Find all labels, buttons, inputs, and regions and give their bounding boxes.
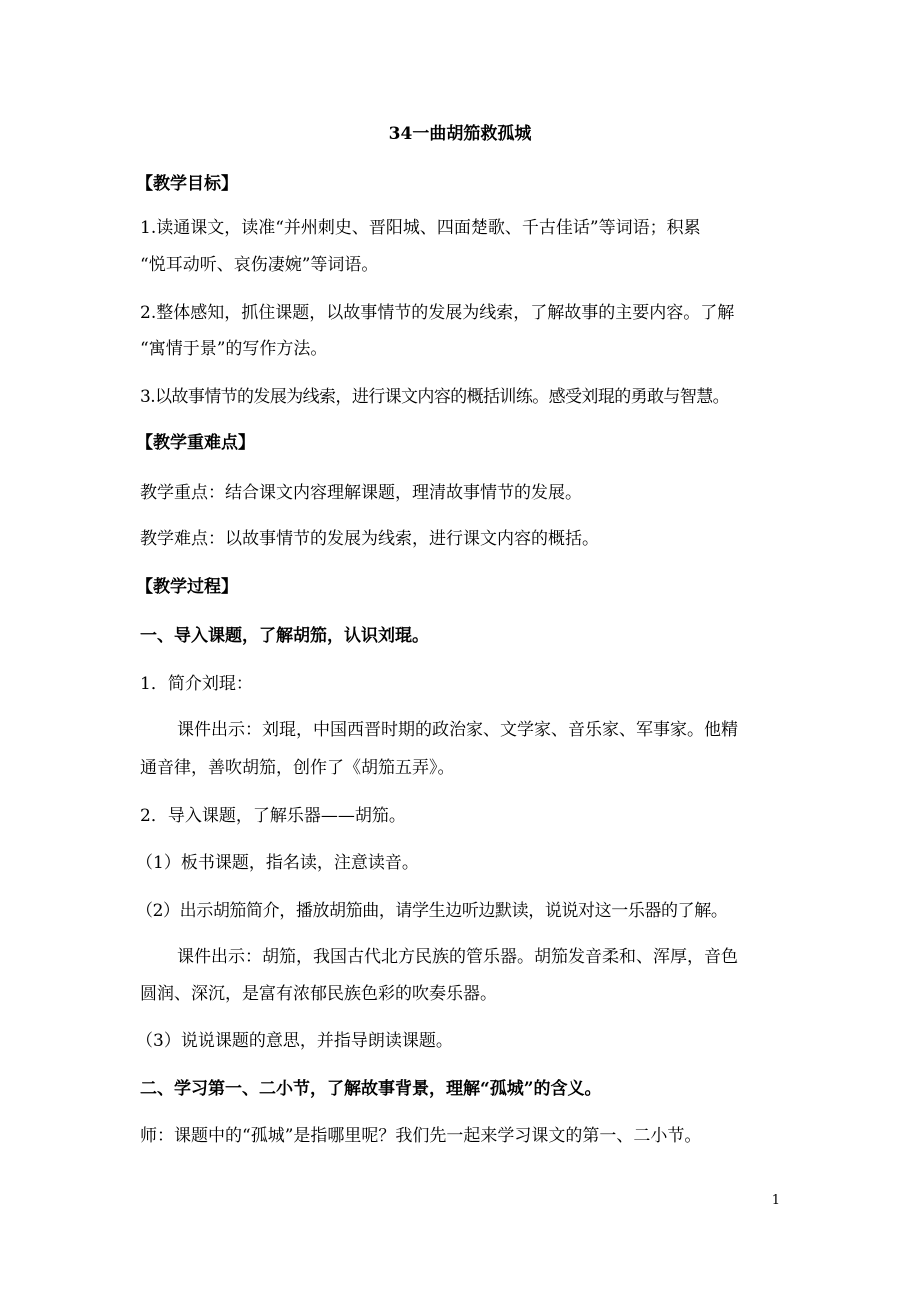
heading-key-difficult-points: 【教学重难点】 — [136, 433, 255, 453]
page-number: 1 — [771, 1193, 780, 1208]
courseware-2-line-1: 课件出示：胡笳，我国古代北方民族的管乐器。胡笳发音柔和、浑厚，音色 — [177, 947, 738, 967]
section-1-heading: 一、导入课题，了解胡笳，认识刘琨。 — [140, 626, 429, 646]
courseware-2-line-2: 圆润、深沉，是富有浓郁民族色彩的吹奏乐器。 — [140, 984, 497, 1004]
goal-3: 3.以故事情节的发展为线索，进行课文内容的概括训练。感受刘琨的勇敢与智慧。 — [140, 387, 730, 407]
goal-2-line-2: “寓情于景”的写作方法。 — [140, 339, 328, 359]
heading-teaching-goals: 【教学目标】 — [136, 174, 238, 194]
courseware-1-line-1: 课件出示：刘琨，中国西晋时期的政治家、文学家、音乐家、军事家。他精 — [177, 720, 738, 740]
step-2: 2．导入课题，了解乐器——胡笳。 — [140, 806, 406, 826]
goal-2-line-1: 2.整体感知，抓住课题，以故事情节的发展为线索，了解故事的主要内容。了解 — [140, 303, 735, 323]
teacher-question: 师：课题中的“孤城”是指哪里呢？我们先一起来学习课文的第一、二小节。 — [140, 1126, 702, 1146]
step-1: 1．简介刘琨： — [140, 674, 253, 694]
difficult-point: 教学难点：以故事情节的发展为线索，进行课文内容的概括。 — [140, 529, 599, 549]
goal-1-line-1: 1.读通课文，读准“并州刺史、晋阳城、四面楚歌、千古佳话”等词语；积累 — [140, 218, 701, 238]
sub-step-1: （1）板书课题，指名读，注意读音。 — [136, 853, 419, 873]
page-title: 34一曲胡笳救孤城 — [388, 124, 532, 144]
key-point: 教学重点：结合课文内容理解课题，理清故事情节的发展。 — [140, 483, 582, 503]
section-2-heading: 二、学习第一、二小节，了解故事背景，理解“孤城”的含义。 — [140, 1079, 602, 1099]
goal-1-line-2: “悦耳动听、哀伤凄婉”等词语。 — [140, 255, 379, 275]
sub-step-3: （3）说说课题的意思，并指导朗读课题。 — [136, 1031, 453, 1051]
heading-teaching-process: 【教学过程】 — [136, 577, 238, 597]
courseware-1-line-2: 通音律，善吹胡笳，创作了《胡笳五弄》。 — [140, 758, 455, 778]
sub-step-2: （2）出示胡笳简介，播放胡笳曲，请学生边听边默读，说说对这一乐器的了解。 — [136, 901, 728, 921]
